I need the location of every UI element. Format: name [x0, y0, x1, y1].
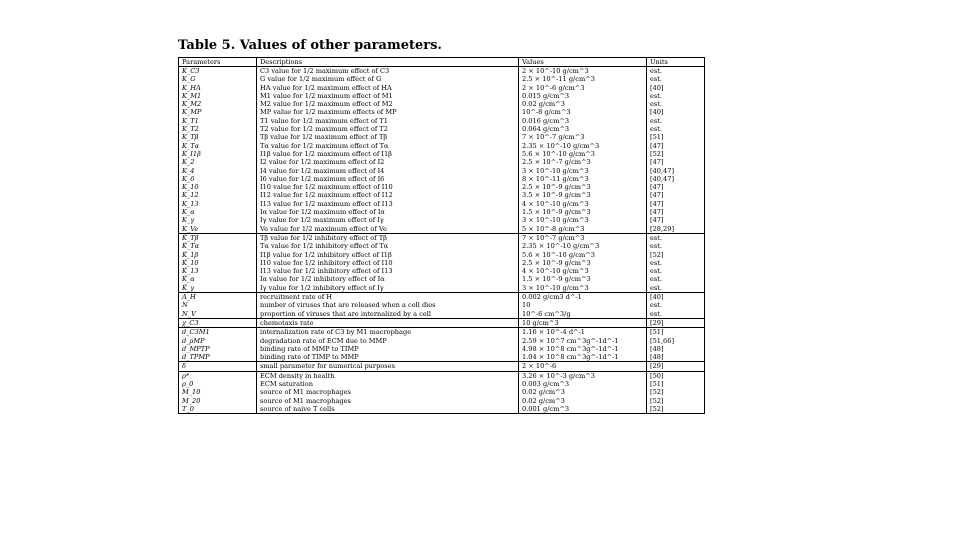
description-cell: M2 value for 1/2 maximum effect of M2 [257, 100, 519, 108]
value-cell: 1.5 × 10^-9 g/cm^3 [519, 208, 647, 216]
units-cell: [40] [647, 293, 705, 302]
units-cell: [47] [647, 200, 705, 208]
table-row [179, 388, 705, 396]
table-row [179, 92, 705, 100]
units-cell: [52] [647, 251, 705, 259]
parameter-cell: M_20 [179, 397, 257, 405]
description-cell: number of viruses that are released when a cell dies [257, 301, 519, 309]
parameters-table [178, 57, 705, 414]
parameter-cell: K̂_1β [179, 251, 257, 259]
description-cell: I10 value for 1/2 inhibitory effect of I10 [257, 259, 519, 267]
table-row [179, 200, 705, 208]
description-cell: Tα value for 1/2 inhibitory effect of Tα [257, 242, 519, 250]
value-cell: 4 × 10^-10 g/cm^3 [519, 267, 647, 275]
units-cell: est. [647, 125, 705, 133]
value-cell: 0.016 g/cm^3 [519, 117, 647, 125]
description-cell: source of M1 macrophages [257, 388, 519, 396]
units-cell: [40] [647, 108, 705, 116]
description-cell: I1β value for 1/2 inhibitory effect of I1β [257, 251, 519, 259]
parameter-cell: N [179, 301, 257, 309]
value-cell: 8 × 10^-11 g/cm^3 [519, 175, 647, 183]
units-cell: [52] [647, 405, 705, 414]
description-cell: binding rate of TIMP to MMP [257, 353, 519, 362]
value-cell: 2 × 10^-6 g/cm^3 [519, 84, 647, 92]
parameter-cell: K_6 [179, 175, 257, 183]
parameter-cell: K_γ [179, 216, 257, 224]
description-cell: Iγ value for 1/2 maximum effect of Iγ [257, 216, 519, 224]
units-cell: est. [647, 117, 705, 125]
table-row [179, 191, 705, 199]
table-row [179, 167, 705, 175]
description-cell: I10 value for 1/2 maximum effect of I10 [257, 183, 519, 191]
value-cell: 1.5 × 10^-9 g/cm^3 [519, 275, 647, 283]
table-row [179, 183, 705, 191]
description-cell: T1 value for 1/2 maximum effect of T1 [257, 117, 519, 125]
parameter-cell: K̂_Tα [179, 242, 257, 250]
table-row [179, 301, 705, 309]
value-cell: 3.5 × 10^-9 g/cm^3 [519, 191, 647, 199]
table-row [179, 158, 705, 166]
table-row [179, 242, 705, 250]
parameter-cell: K̂_γ [179, 284, 257, 293]
header-parameters: Parameters [179, 58, 257, 67]
description-cell: degradation rate of ECM due to MMP [257, 337, 519, 345]
table-row [179, 267, 705, 275]
units-cell: est. [647, 67, 705, 76]
parameter-cell: d_MPTP [179, 345, 257, 353]
units-cell: [40,47] [647, 175, 705, 183]
parameter-cell: d_ρMP [179, 337, 257, 345]
description-cell: Tα value for 1/2 maximum effect of Tα [257, 142, 519, 150]
units-cell: est. [647, 100, 705, 108]
value-cell: 10^-8 g/cm^3 [519, 108, 647, 116]
value-cell: 3 × 10^-10 g/cm^3 [519, 284, 647, 293]
units-cell: est. [647, 92, 705, 100]
units-cell: [52] [647, 388, 705, 396]
parameter-cell: d_TPMP [179, 353, 257, 362]
parameter-cell: T_0 [179, 405, 257, 414]
table-row [179, 117, 705, 125]
description-cell: internalization rate of C3 by M1 macrophage [257, 328, 519, 337]
units-cell: [51] [647, 328, 705, 337]
units-cell: est. [647, 284, 705, 293]
description-cell: Iα value for 1/2 maximum effect of Iα [257, 208, 519, 216]
description-cell: ECM saturation [257, 380, 519, 388]
table-row [179, 318, 705, 327]
value-cell: 0.02 g/cm^3 [519, 100, 647, 108]
value-cell: 5.6 × 10^-10 g/cm^3 [519, 150, 647, 158]
units-cell: [48] [647, 353, 705, 362]
table-row [179, 67, 705, 76]
value-cell: 7 × 10^-7 g/cm^3 [519, 133, 647, 141]
table-title: Table 5. Values of other parameters. [178, 38, 442, 53]
description-cell: chemotaxis rate [257, 318, 519, 327]
parameter-cell: K_T2 [179, 125, 257, 133]
description-cell: Iγ value for 1/2 inhibitory effect of Iγ [257, 284, 519, 293]
value-cell: 10 g/cm^3 [519, 318, 647, 327]
value-cell: 0.02 g/cm^3 [519, 388, 647, 396]
description-cell: source of M1 macrophages [257, 397, 519, 405]
table-row [179, 233, 705, 242]
table-row [179, 133, 705, 141]
value-cell: 5 × 10^-8 g/cm^3 [519, 225, 647, 234]
value-cell: 2.35 × 10^-10 g/cm^3 [519, 142, 647, 150]
parameter-cell: K_T1 [179, 117, 257, 125]
table-row [179, 125, 705, 133]
value-cell: 4 × 10^-10 g/cm^3 [519, 200, 647, 208]
units-cell: est. [647, 267, 705, 275]
table-row [179, 142, 705, 150]
table-row [179, 208, 705, 216]
units-cell: [51] [647, 133, 705, 141]
table-row [179, 371, 705, 380]
table-row [179, 175, 705, 183]
parameter-cell: d_C3M1 [179, 328, 257, 337]
value-cell: 3.26 × 10^-3 g/cm^3 [519, 371, 647, 380]
parameter-cell: K̂_α [179, 275, 257, 283]
units-cell: [47] [647, 216, 705, 224]
table-row [179, 328, 705, 337]
parameter-cell: M_10 [179, 388, 257, 396]
description-cell: G value for 1/2 maximum effect of G [257, 75, 519, 83]
description-cell: Iα value for 1/2 inhibitory effect of Iα [257, 275, 519, 283]
value-cell: 0.02 g/cm^3 [519, 397, 647, 405]
units-cell: [47] [647, 208, 705, 216]
description-cell: source of naive T cells [257, 405, 519, 414]
parameter-cell: K_12 [179, 191, 257, 199]
units-cell: [51] [647, 380, 705, 388]
units-cell: est. [647, 301, 705, 309]
parameter-cell: K_M2 [179, 100, 257, 108]
value-cell: 7 × 10^-7 g/cm^3 [519, 233, 647, 242]
parameter-cell: K_M1 [179, 92, 257, 100]
description-cell: T2 value for 1/2 maximum effect of T2 [257, 125, 519, 133]
table-row [179, 150, 705, 158]
value-cell: 2.59 × 10^7 cm^3g^-1d^-1 [519, 337, 647, 345]
units-cell: [48] [647, 345, 705, 353]
units-cell: [47] [647, 158, 705, 166]
value-cell: 0.001 g/cm^3 [519, 405, 647, 414]
table-row [179, 216, 705, 224]
units-cell: [47] [647, 183, 705, 191]
parameter-cell: K_2 [179, 158, 257, 166]
units-cell: [50] [647, 371, 705, 380]
value-cell: 10 [519, 301, 647, 309]
parameter-cell: K_4 [179, 167, 257, 175]
table-row [179, 84, 705, 92]
parameter-cell: K_C3 [179, 67, 257, 76]
units-cell: est. [647, 310, 705, 319]
header-units: Units [647, 58, 705, 67]
value-cell: 2.35 × 10^-10 g/cm^3 [519, 242, 647, 250]
parameter-cell: K̂_Tβ [179, 233, 257, 242]
parameter-cell: A_H [179, 293, 257, 302]
units-cell: [29] [647, 362, 705, 371]
units-cell: est. [647, 259, 705, 267]
table-row [179, 75, 705, 83]
description-cell: Tβ value for 1/2 inhibitory effect of Tβ [257, 233, 519, 242]
table-row [179, 362, 705, 371]
description-cell: I12 value for 1/2 maximum effect of I12 [257, 191, 519, 199]
units-cell: [40] [647, 84, 705, 92]
units-cell: [29] [647, 318, 705, 327]
parameter-cell: K_13 [179, 200, 257, 208]
table-row [179, 108, 705, 116]
parameter-cell: N_V [179, 310, 257, 319]
description-cell: Tβ value for 1/2 maximum effect of Tβ [257, 133, 519, 141]
units-cell: [47] [647, 142, 705, 150]
units-cell: est. [647, 233, 705, 242]
table-row [179, 345, 705, 353]
parameter-cell: δ [179, 362, 257, 371]
table-row [179, 259, 705, 267]
units-cell: est. [647, 75, 705, 83]
units-cell: est. [647, 275, 705, 283]
description-cell: I13 value for 1/2 inhibitory effect of I13 [257, 267, 519, 275]
description-cell: C3 value for 1/2 maximum effect of C3 [257, 67, 519, 76]
table-row [179, 380, 705, 388]
value-cell: 1.04 × 10^8 cm^3g^-1d^-1 [519, 353, 647, 362]
parameter-cell: K_I1β [179, 150, 257, 158]
value-cell: 2.5 × 10^-9 g/cm^3 [519, 183, 647, 191]
value-cell: 0.002 g/cm3 d^-1 [519, 293, 647, 302]
value-cell: 3 × 10^-10 g/cm^3 [519, 216, 647, 224]
parameter-cell: χ_C3 [179, 318, 257, 327]
table-row [179, 293, 705, 302]
value-cell: 2.5 × 10^-7 g/cm^3 [519, 158, 647, 166]
value-cell: 2 × 10^-10 g/cm^3 [519, 67, 647, 76]
paper-page [178, 38, 708, 414]
table-row [179, 225, 705, 234]
description-cell: M1 value for 1/2 maximum effect of M1 [257, 92, 519, 100]
value-cell: 2 × 10^-6 [519, 362, 647, 371]
parameter-cell: K_α [179, 208, 257, 216]
table-row [179, 100, 705, 108]
units-cell: [52] [647, 150, 705, 158]
value-cell: 0.003 g/cm^3 [519, 380, 647, 388]
description-cell: recruitment rate of H [257, 293, 519, 302]
table-row [179, 337, 705, 345]
value-cell: 5.6 × 10^-10 g/cm^3 [519, 251, 647, 259]
parameter-cell: K̂_10 [179, 259, 257, 267]
parameter-cell: K_Tα [179, 142, 257, 150]
table-row [179, 397, 705, 405]
description-cell: HA value for 1/2 maximum effect of HA [257, 84, 519, 92]
value-cell: 2.5 × 10^-9 g/cm^3 [519, 259, 647, 267]
value-cell: 0.064 g/cm^3 [519, 125, 647, 133]
header-values: Values [519, 58, 647, 67]
description-cell: I1β value for 1/2 maximum effect of I1β [257, 150, 519, 158]
table-row [179, 251, 705, 259]
description-cell: ECM density in health [257, 371, 519, 380]
parameter-cell: K_Tβ [179, 133, 257, 141]
parameter-cell: K_G [179, 75, 257, 83]
value-cell: 3 × 10^-10 g/cm^3 [519, 167, 647, 175]
parameter-cell: ρ* [179, 371, 257, 380]
value-cell: 10^-6 cm^3/g [519, 310, 647, 319]
description-cell: I2 value for 1/2 maximum effect of I2 [257, 158, 519, 166]
table-row [179, 284, 705, 293]
table-row [179, 405, 705, 414]
description-cell: binding rate of MMP to TIMP [257, 345, 519, 353]
units-cell: [52] [647, 397, 705, 405]
header-descriptions: Descriptions [257, 58, 519, 67]
table-header-row [179, 58, 705, 67]
description-cell: Ve value for 1/2 maximum effect of Ve [257, 225, 519, 234]
parameter-cell: K_HA [179, 84, 257, 92]
parameter-cell: K̂_13 [179, 267, 257, 275]
table-row [179, 275, 705, 283]
table-row [179, 353, 705, 362]
parameter-cell: K_Ve [179, 225, 257, 234]
parameter-cell: ρ_0 [179, 380, 257, 388]
description-cell: MP value for 1/2 maximum effects of MP [257, 108, 519, 116]
description-cell: I6 value for 1/2 maximum effect of I6 [257, 175, 519, 183]
units-cell: [51,66] [647, 337, 705, 345]
description-cell: I13 value for 1/2 maximum effect of I13 [257, 200, 519, 208]
parameter-cell: K_10 [179, 183, 257, 191]
value-cell: 4.98 × 10^8 cm^3g^-1d^-1 [519, 345, 647, 353]
value-cell: 0.015 g/cm^3 [519, 92, 647, 100]
units-cell: [28,29] [647, 225, 705, 234]
parameter-cell: K_MP [179, 108, 257, 116]
description-cell: I4 value for 1/2 maximum effect of I4 [257, 167, 519, 175]
units-cell: [47] [647, 191, 705, 199]
value-cell: 1.16 × 10^-4 d^-1 [519, 328, 647, 337]
units-cell: [40,47] [647, 167, 705, 175]
units-cell: est. [647, 242, 705, 250]
table-body [179, 67, 705, 414]
value-cell: 2.5 × 10^-11 g/cm^3 [519, 75, 647, 83]
table-row [179, 310, 705, 319]
description-cell: small parameter for numerical purposes [257, 362, 519, 371]
description-cell: proportion of viruses that are internalized by a cell [257, 310, 519, 319]
